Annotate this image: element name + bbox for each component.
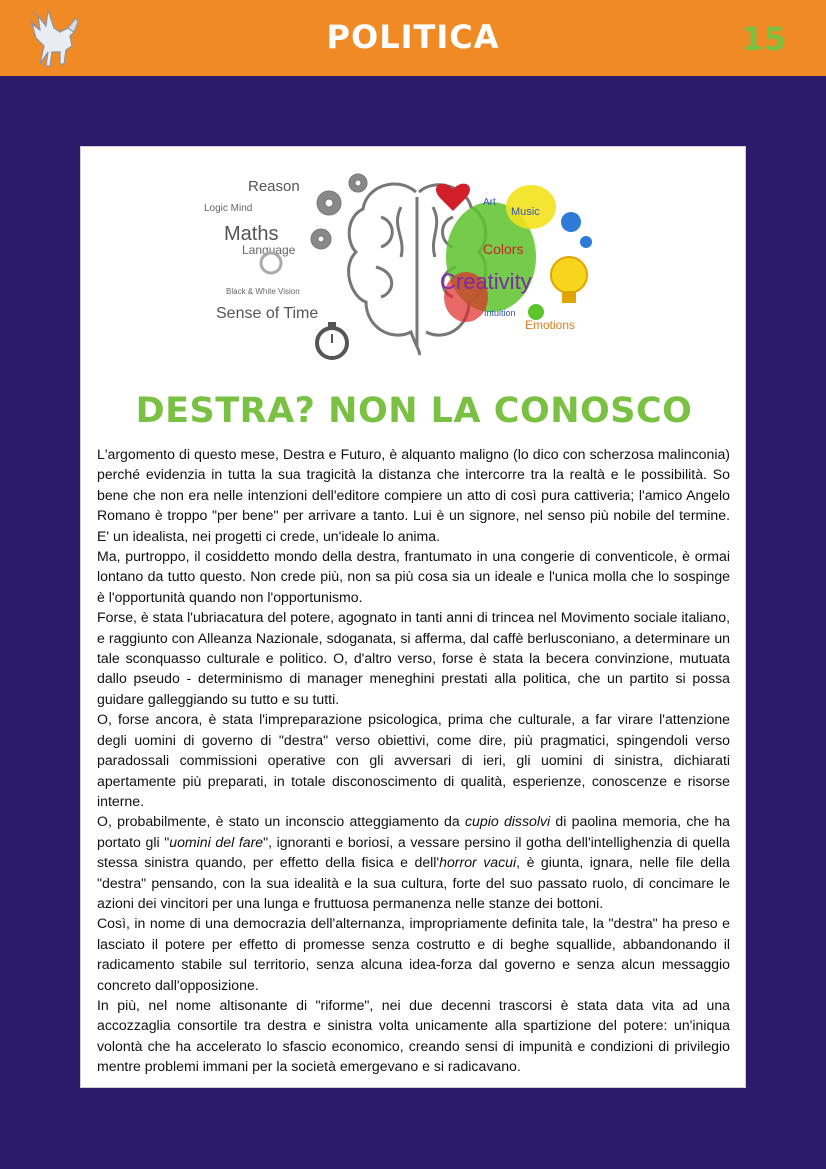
text-run: O, probabilmente, è stato un inconscio atteggiamento da	[97, 813, 465, 830]
page-header	[0, 0, 826, 76]
lightbulb-icon	[551, 257, 587, 303]
label-logic: Logic Mind	[204, 203, 253, 214]
stopwatch-icon	[317, 322, 347, 358]
article-headline: DESTRA? NON LA CONOSCO	[135, 391, 693, 431]
article-body	[97, 444, 730, 1077]
italic-phrase: horror vacui	[439, 854, 517, 871]
paragraph: Forse, è stata l'ubriacatura del potere, agognato in tanti anni di trincea nel Movimento sociale italiano, e raggiunto con Alleanza Nazionale, sdoganata, si afferma, dal caffè berlusconiano, a determinare un tale sconquasso culturale e politico. O, d'altro verso, forse è stata la becera convinzione, mutuata dallo pseudo - determinismo di manager meneghini prestati alla politica, che un partito si possa guidare galleggiando su tutto e su tutti.	[97, 609, 730, 707]
section-title: POLITICA	[326, 18, 500, 56]
label-creativity: Creativity	[440, 269, 532, 294]
label-time: Sense of Time	[216, 305, 319, 322]
label-intuition: Intuition	[484, 308, 516, 318]
label-emotions: Emotions	[525, 318, 576, 332]
paragraph: Ma, purtroppo, il cosiddetto mondo della destra, frantumato in una congerie di conventicole, è ormai lontano da tutto questo. Non crede più, non sa più cosa sia un ideale e l'unica molla che lo sospinge è l'opportunità quando non l'opportunismo.	[97, 548, 730, 605]
italic-phrase: cupio dissolvi	[465, 813, 551, 830]
paragraph: L'argomento di questo mese, Destra e Futuro, è alquanto maligno (lo dico con scherzosa malinconia) perché evidenzia in tutta la sua tragicità la distanza che intercorre tra la realtà e le possibilità. So bene che non era nelle intenzioni dell'editore compiere un atto di così pura cattiveria; l'amico Angelo Romano è troppo "per bene" per arrivare a tanto. Lui è un signore, nel senso più nobile del termine. E' un idealista, nei progetti ci crede, un'ideale lo anima.	[97, 446, 730, 544]
italic-phrase: uomini del fare	[169, 833, 264, 850]
paragraph: O, forse ancora, è stata l'impreparazione psicologica, prima che culturale, a far virare l'attenzione degli uomini di governo di "destra" verso obiettivi, come dire, più pragmatici, spingendoli verso paradossali commissioni operative con gli avversari di ieri, gli uomini di sinistra, dichiarati apertamente più preparati, in totale disconoscimento di qualità, esperienze, conoscenze e risorse interne.	[97, 711, 730, 809]
label-reason: Reason	[248, 178, 300, 195]
brain-illustration	[191, 147, 631, 372]
paragraph: Così, in nome di una democrazia dell'alternanza, impropriamente definita tale, la "destra" ha preso e lasciato il potere per effetto di promesse senza costrutto e di beghe squallide, abbandonando il radicamento stabile sul territorio, senza alcuna idea-forza dal governo e senza alcun messaggio concreto dall'opposizione.	[97, 915, 730, 993]
page-number: 15	[741, 20, 786, 58]
label-maths: Maths	[224, 223, 279, 245]
paragraph	[97, 811, 730, 913]
text-run: , è giunta, ignara, nelle file della "destra" pensando, con la sua idealità e la sua cultura, forte del suo passato ruolo, di concimare le azioni dei vincitori per una lunga e fruttuosa permanenza nelle stanze dei bottoni.	[97, 854, 730, 911]
article-panel	[80, 146, 746, 1088]
text-run: ", ignoranti e boriosi, a vessare persino il gotha dell'intellighenzia di quella stessa sinistra quando, per effetto della fisica e dell'	[97, 833, 730, 871]
label-bw: Black & White Vision	[226, 287, 300, 296]
label-colors: Colors	[483, 241, 524, 257]
label-language: Language	[242, 243, 296, 257]
label-art: Art	[483, 197, 496, 208]
label-music: Music	[511, 206, 540, 218]
paragraph: In più, nel nome altisonante di "riforme", nei due decenni trascorsi è stata data vita ad una accozzaglia consortile tra destra e sinistra volta unicamente alla spartizione del potere: un'iniqua volontà che ha accelerato lo sfascio economico, creando sensi di impunità e condizioni di privilegio mentre problemi immani per la società emergevano e si radicavano.	[97, 996, 730, 1075]
text-run: di paolina memoria, che ha portato gli "	[97, 813, 731, 850]
